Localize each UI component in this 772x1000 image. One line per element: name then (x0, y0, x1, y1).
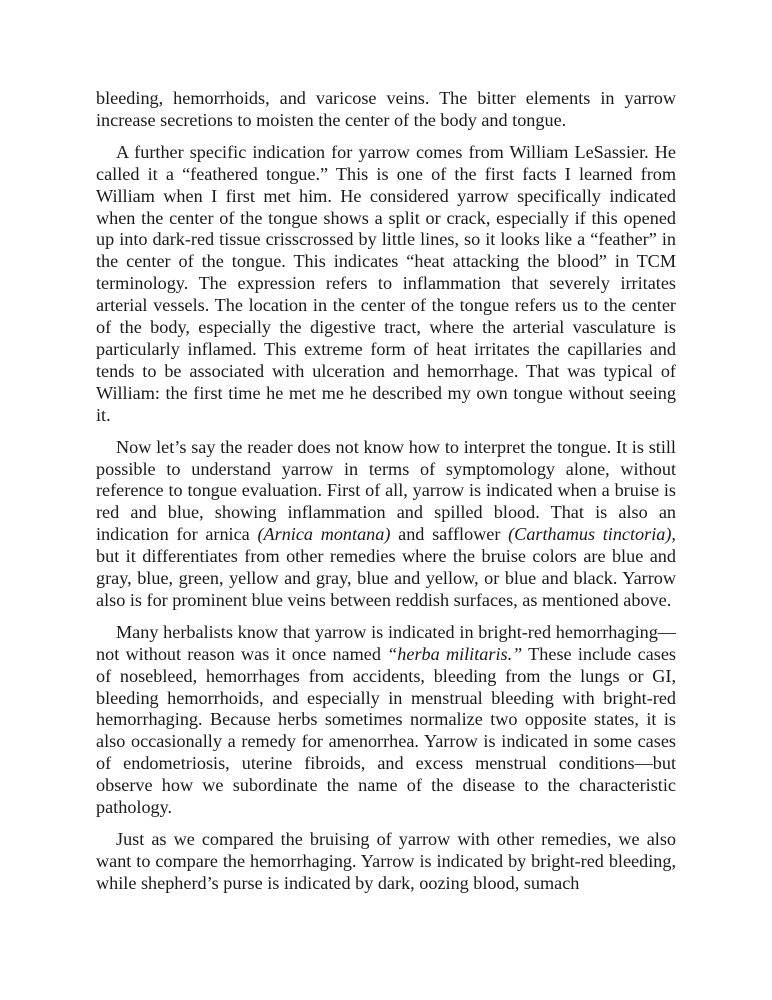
paragraph-text: but it differentiates from other remedies where the bruise colors are blue and gray, blue, green, yellow and gray, blue and yellow, or blue and black. Yarrow also is for prominent blue veins between reddish surfaces, as mentioned above. (96, 546, 676, 610)
book-page-text (96, 88, 676, 905)
paragraph-text: bleeding, hemorrhoids, and varicose veins. The bitter elements in yarrow increase secretions to moisten the center of the body and tongue. (96, 88, 676, 130)
species-name-italic: (Arnica montana) (257, 524, 391, 545)
paragraph-text: Many herbalists know that yarrow is indicated in bright-red hemorrhaging—not without reason was it once named (96, 621, 676, 664)
paragraph-text: A further specific indication for yarrow comes from William LeSassier. He called it a “feathered tongue.” This is one of the first facts I learned from William when I first met him. He considered yarrow specifically indicated when the center of the tongue shows a split or crack, especially if this opened up into dark-red tissue crisscrossed by little lines, so it looks like a “feather” in the center of the tongue. This indicates “heat attacking the blood” in TCM terminology. The expression refers to inflammation that severely irritates arterial vessels. The location in the center of the tongue refers us to the center of the body, especially the digestive tract, where the arterial vasculature is particularly inflamed. This extreme form of heat irritates the capillaries and tends to be associated with ulceration and hemorrhage. That was typical of William: the first time he met me he described my own tongue without seeing it. (96, 141, 676, 425)
paragraph-text: Now let’s say the reader does not know how to interpret the tongue. It is still possible to understand yarrow in terms of symptomology alone, without reference to tongue evaluation. First of all, yarrow is indicated when a bruise is red and blue, showing inflammation and spilled blood. That is also an indication for arnica (96, 436, 676, 545)
paragraph-text: and safflower (390, 524, 509, 545)
paragraph (96, 622, 676, 819)
paragraph-text: These include cases of nosebleed, hemorrhages from accidents, bleeding from the lungs or GI, bleeding hemorrhoids, and especially in menstrual bleeding with bright-red hemorrhaging. Because herbs sometimes normalize two opposite states, it is also occasionally a remedy for amenorrhea. Yarrow is indicated in some cases of endometriosis, uterine fibroids, and excess menstrual conditions—but observe how we subordinate the name of the disease to the characteristic pathology. (96, 643, 676, 818)
paragraph (96, 829, 676, 895)
paragraph (96, 142, 676, 427)
paragraph (96, 88, 676, 132)
latin-term-italic: “herba militaris.” (387, 643, 523, 664)
species-name-italic: (Carthamus tinctoria), (508, 524, 676, 545)
paragraph (96, 437, 676, 612)
paragraph-text: Just as we compared the bruising of yarrow with other remedies, we also want to compare the hemorrhaging. Yarrow is indicated by bright-red bleeding, while shepherd’s purse is indicated by dark, oozing blood, sumach (96, 829, 676, 893)
